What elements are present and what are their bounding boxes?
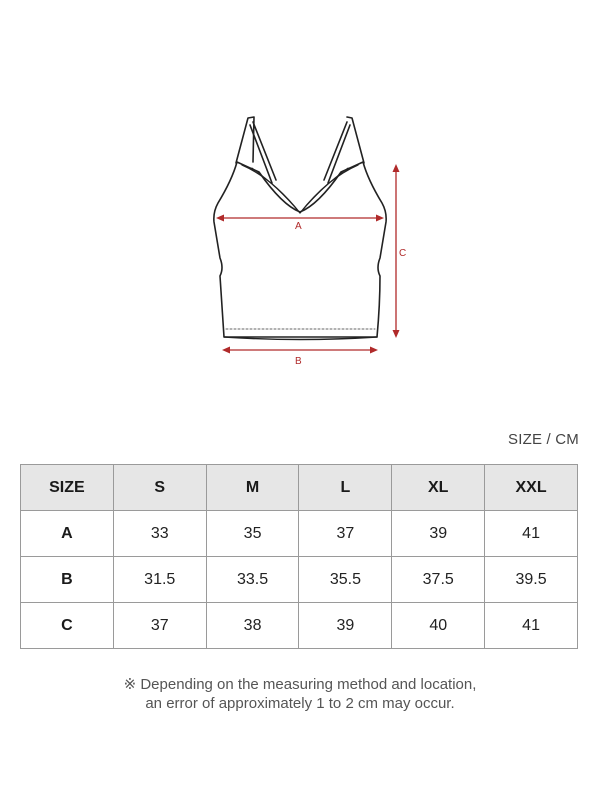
- left-strap: [236, 117, 254, 163]
- table-row: [21, 511, 578, 557]
- measurement-note-line1: ※ Depending on the measuring method and location,: [123, 676, 477, 693]
- table-cell: 41: [485, 603, 578, 649]
- table-cell: 37.5: [392, 557, 485, 603]
- dimension-c-label: C: [399, 248, 407, 259]
- size-chart-table: [20, 464, 578, 649]
- table-cell: 35: [206, 511, 299, 557]
- table-cell: 35.5: [299, 557, 392, 603]
- table-header-row: [21, 465, 578, 511]
- table-cell: 31.5: [113, 557, 206, 603]
- garment-body: [214, 162, 386, 337]
- row-label: B: [21, 557, 114, 603]
- header-s: S: [113, 465, 206, 511]
- table-cell: 39.5: [485, 557, 578, 603]
- header-l: L: [299, 465, 392, 511]
- table-cell: 37: [113, 603, 206, 649]
- table-cell: 33: [113, 511, 206, 557]
- header-xl: XL: [392, 465, 485, 511]
- header-size: SIZE: [21, 465, 114, 511]
- table-cell: 37: [299, 511, 392, 557]
- unit-label: SIZE / CM: [508, 431, 579, 448]
- table-cell: 39: [392, 511, 485, 557]
- dimension-b-label: B: [295, 356, 302, 367]
- dimension-a-label: A: [295, 221, 302, 232]
- table-row: [21, 557, 578, 603]
- table-cell: 41: [485, 511, 578, 557]
- table-cell: 39: [299, 603, 392, 649]
- table-cell: 33.5: [206, 557, 299, 603]
- row-label: C: [21, 603, 114, 649]
- header-xxl: XXL: [485, 465, 578, 511]
- row-label: A: [21, 511, 114, 557]
- table-cell: 38: [206, 603, 299, 649]
- table-cell: 40: [392, 603, 485, 649]
- header-m: M: [206, 465, 299, 511]
- right-strap: [347, 117, 364, 163]
- measurement-note-line2: an error of approximately 1 to 2 cm may occur.: [145, 695, 455, 712]
- table-row: [21, 603, 578, 649]
